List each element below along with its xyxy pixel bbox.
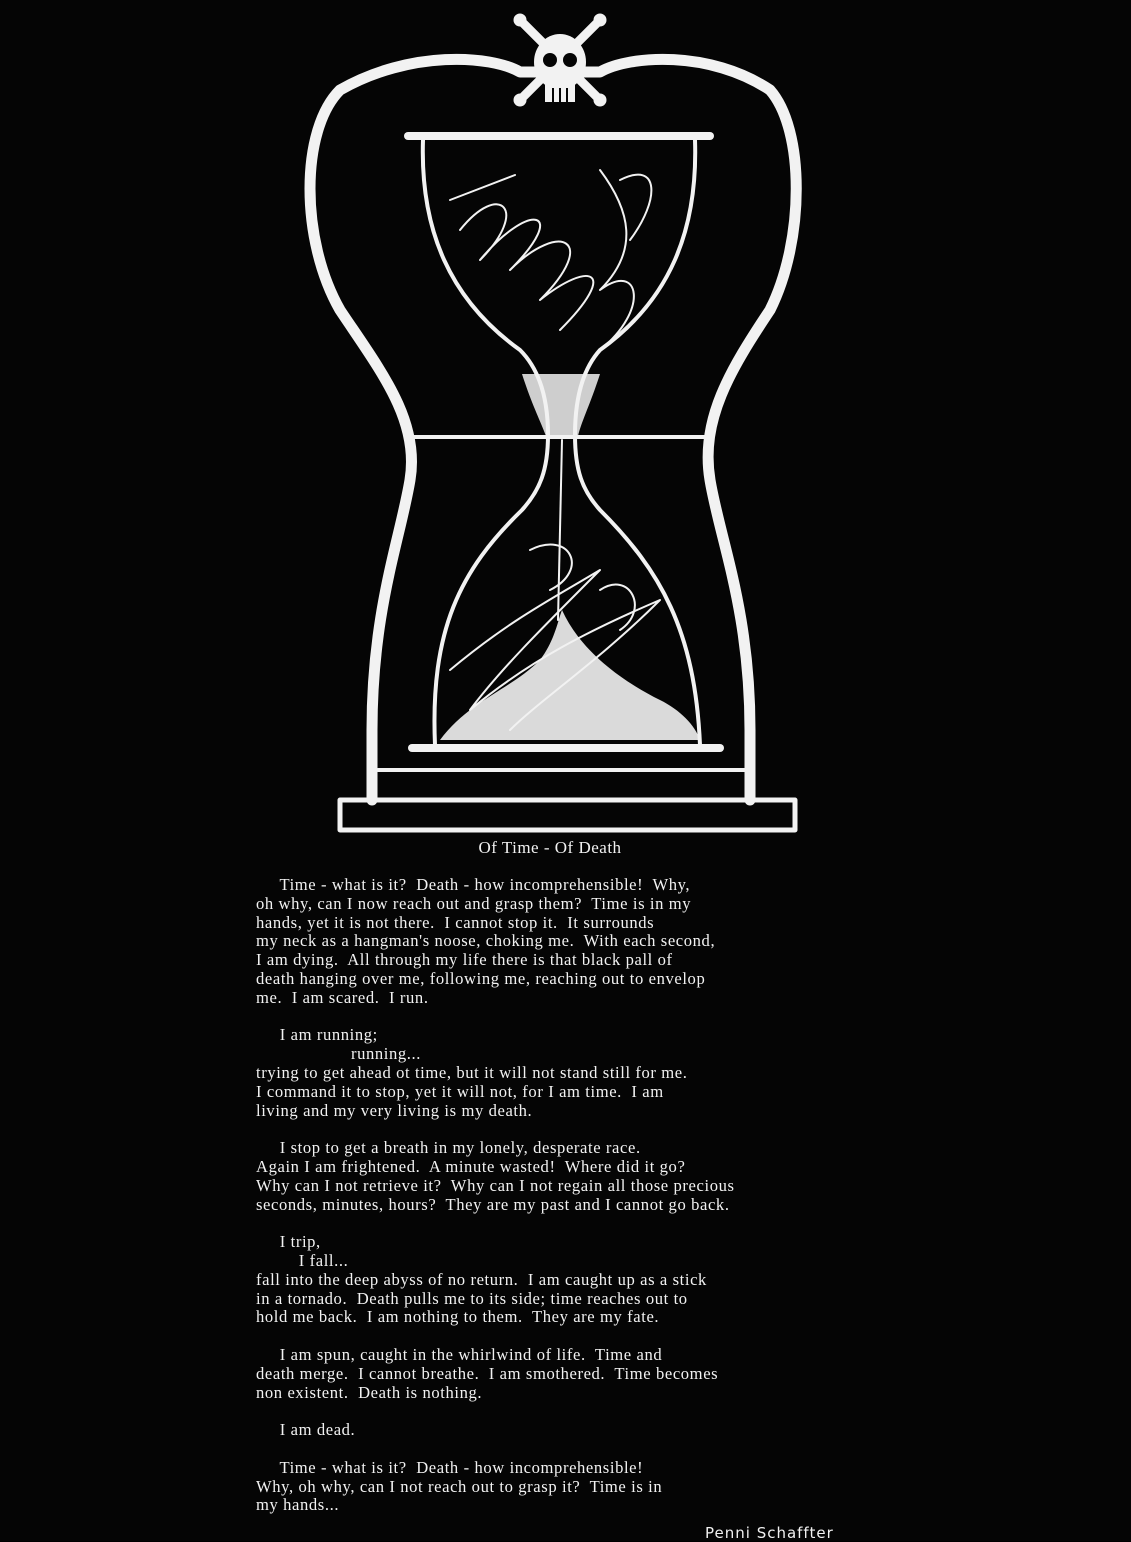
poem-title: Of Time - Of Death (478, 838, 622, 857)
poem-line: I trip, (256, 1232, 321, 1252)
poem-body (256, 876, 856, 1515)
poem-line: death merge. I cannot breathe. I am smothered. Time becomes (256, 1363, 719, 1383)
poem-line: my neck as a hangman's noose, choking me. With each second, (256, 931, 716, 951)
poem-line: Time - what is it? Death - how incomprehensible! Why, (256, 875, 691, 894)
poem-line: I command it to stop, yet it will not, for I am time. I am (256, 1081, 664, 1101)
poem-line: I am running; (256, 1025, 378, 1045)
stanza-break (256, 1440, 856, 1459)
poem-line: me. I am scared. I run. (256, 987, 429, 1007)
poem-line: my hands... (256, 1495, 340, 1515)
stanza-break (256, 1327, 856, 1346)
poem-line: fall into the deep abyss of no return. I am caught up as a stick (256, 1269, 707, 1289)
poem-line: Why can I not retrieve it? Why can I not regain all those precious (256, 1175, 735, 1195)
poem-line: Why, oh why, can I not reach out to grasp it? Time is in (256, 1476, 663, 1496)
poem-line: I am dying. All through my life there is that black pall of (256, 950, 673, 970)
poem-line: seconds, minutes, hours? They are my past and I cannot go back. (256, 1194, 730, 1214)
poem-line: I fall... (256, 1250, 349, 1270)
poem-line: death hanging over me, following me, reaching out to envelop (256, 968, 706, 988)
poem-line: in a tornado. Death pulls me to its side; time reaches out to (256, 1288, 688, 1308)
stanza-break (256, 1214, 856, 1233)
stanza-break (256, 1402, 856, 1421)
poem-line: I stop to get a breath in my lonely, desperate race. (256, 1138, 641, 1158)
poem-line: living and my very living is my death. (256, 1100, 533, 1120)
poem-line: running... (256, 1044, 422, 1064)
stanza-break (256, 1120, 856, 1139)
poem-line: hold me back. I am nothing to them. They are my fate. (256, 1307, 660, 1327)
poem-line: I am spun, caught in the whirlwind of life. Time and (256, 1344, 663, 1364)
hourglass-base (340, 800, 795, 830)
poem-line: oh why, can I now reach out and grasp them? Time is in my (256, 893, 692, 913)
poem-line: Time - what is it? Death - how incomprehensible! (256, 1457, 644, 1477)
poem-line: I am dead. (256, 1420, 356, 1440)
skull-crossbones-icon (514, 14, 606, 106)
hourglass-glass (423, 140, 548, 745)
hourglass-illustration (300, 10, 820, 840)
poem-line: hands, yet it is not there. I cannot stop it. It surrounds (256, 912, 655, 932)
poem-line: non existent. Death is nothing. (256, 1382, 483, 1402)
author-signature: Penni Schaffter (705, 1524, 834, 1542)
poem-line: Again I am frightened. A minute wasted! Where did it go? (256, 1156, 686, 1176)
poem-line: trying to get ahead ot time, but it will not stand still for me. (256, 1062, 688, 1082)
stanza-break (256, 1008, 856, 1027)
